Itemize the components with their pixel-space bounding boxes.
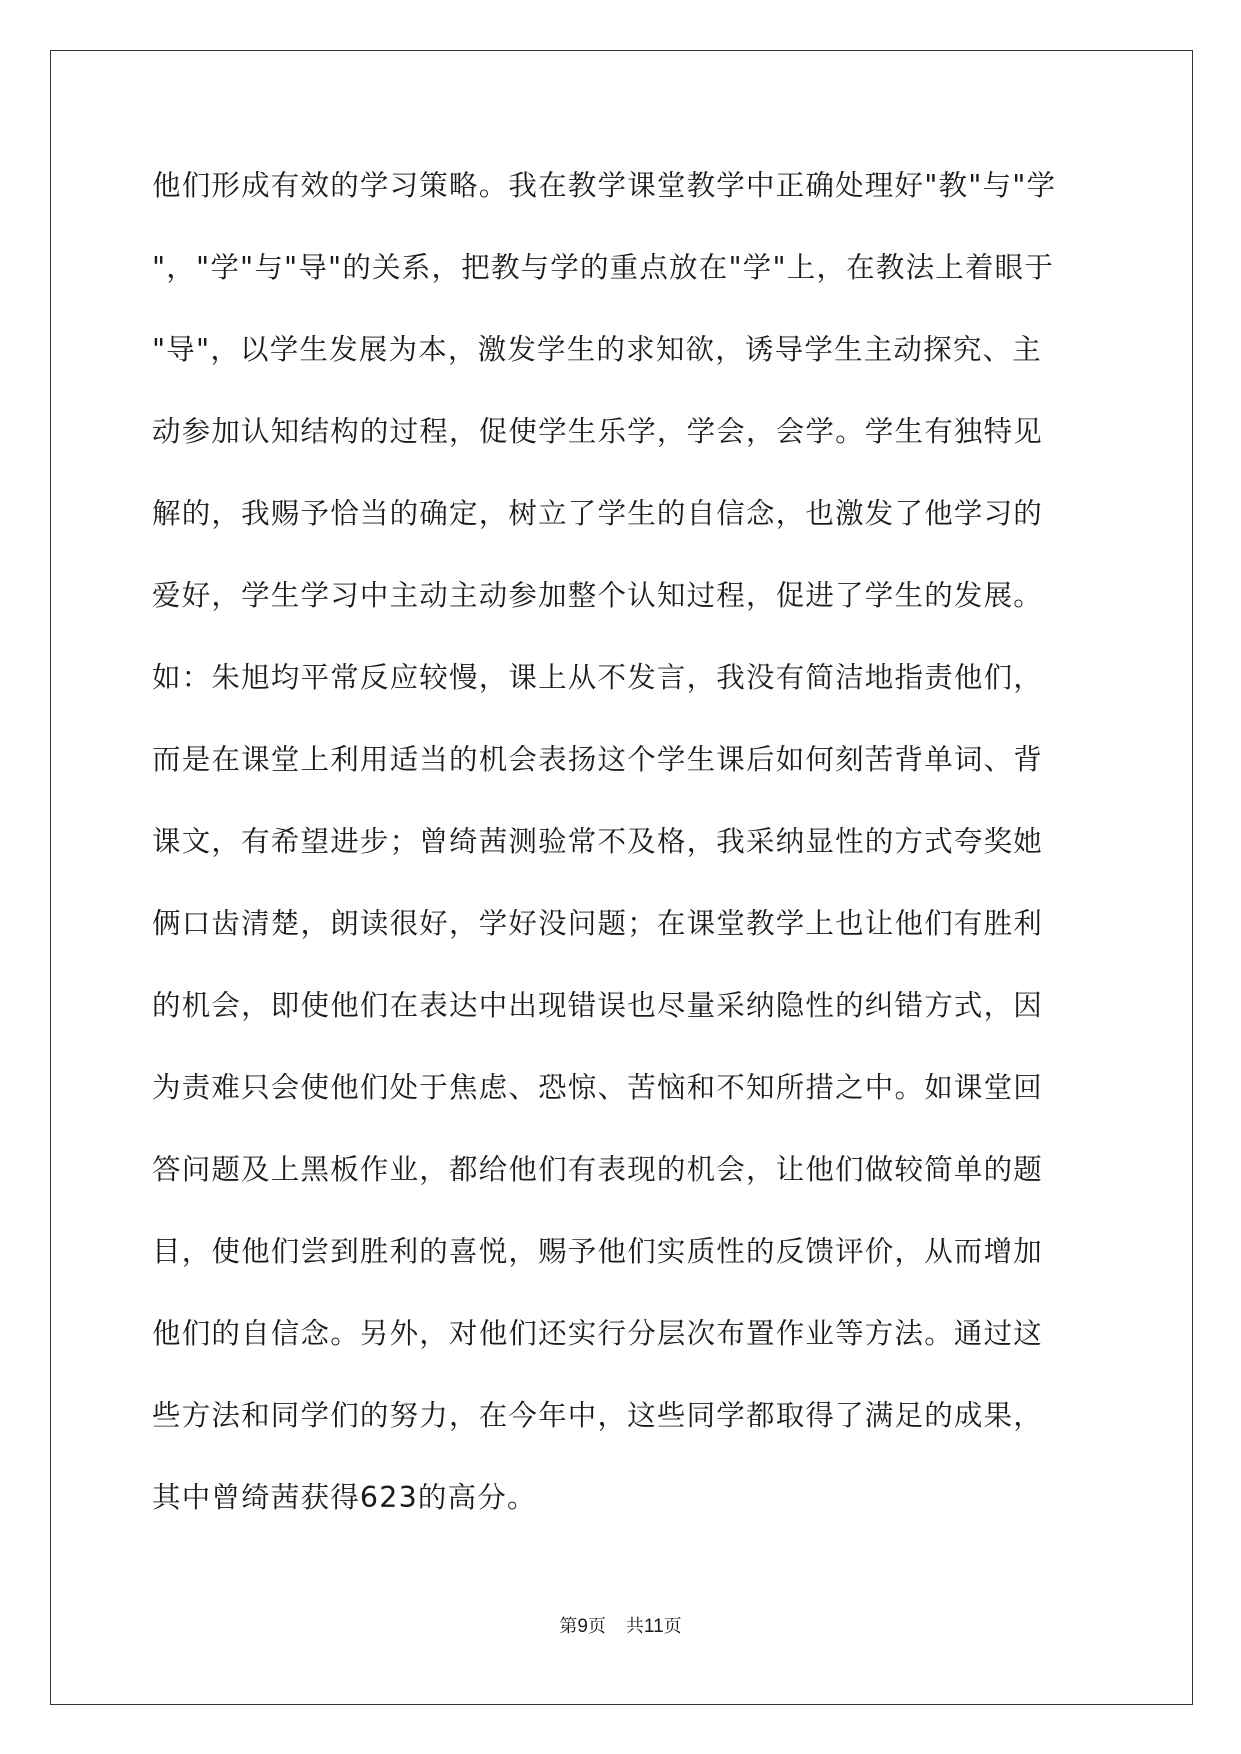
text-line-6: 爱好，学生学习中主动主动参加整个认知过程，促进了学生的发展。	[152, 579, 1044, 612]
text-line-1: 他们形成有效的学习策略。我在教学课堂教学中正确处理好"教"与"学	[152, 169, 1057, 202]
text-line-5: 解的，我赐予恰当的确定，树立了学生的自信念，也激发了他学习的	[152, 497, 1044, 530]
text-line-13: 答问题及上黑板作业，都给他们有表现的机会，让他们做较简单的题	[152, 1153, 1044, 1186]
total-pages: 11	[643, 1616, 664, 1637]
total-suffix: 页	[663, 1616, 682, 1637]
text-line-14: 目，使他们尝到胜利的喜悦，赐予他们实质性的反馈评价，从而增加	[152, 1235, 1044, 1268]
page-footer	[0, 1612, 1241, 1638]
text-line-8: 而是在课堂上利用适当的机会表扬这个学生课后如何刻苦背单词、背	[152, 743, 1044, 776]
text-line-3: "导"，以学生发展为本，激发学生的求知欲，诱导学生主动探究、主	[152, 333, 1042, 366]
text-line-16: 些方法和同学们的努力，在今年中，这些同学都取得了满足的成果，	[152, 1399, 1044, 1432]
text-line-9: 课文，有希望进步；曾绮茜测验常不及格，我采纳显性的方式夸奖她	[152, 825, 1044, 858]
body-paragraph	[152, 160, 1092, 1554]
text-line-2: "，"学"与"导"的关系，把教与学的重点放在"学"上，在教法上着眼于	[152, 251, 1055, 284]
text-line-17: 其中曾绮茜获得623的高分。	[152, 1481, 537, 1514]
page-suffix: 页	[587, 1616, 606, 1637]
page-prefix: 第	[559, 1616, 578, 1637]
text-line-10: 俩口齿清楚，朗读很好，学好没问题；在课堂教学上也让他们有胜利	[152, 907, 1044, 940]
text-line-15: 他们的自信念。另外，对他们还实行分层次布置作业等方法。通过这	[152, 1317, 1044, 1350]
total-prefix: 共	[625, 1616, 644, 1637]
text-line-11: 的机会，即使他们在表达中出现错误也尽量采纳隐性的纠错方式，因	[152, 989, 1044, 1022]
text-line-4: 动参加认知结构的过程，促使学生乐学，学会，会学。学生有独特见	[152, 415, 1044, 448]
text-line-7: 如：朱旭均平常反应较慢，课上从不发言，我没有简洁地指责他们，	[152, 661, 1044, 694]
page-number: 9	[577, 1616, 588, 1637]
text-line-12: 为责难只会使他们处于焦虑、恐惊、苦恼和不知所措之中。如课堂回	[152, 1071, 1044, 1104]
